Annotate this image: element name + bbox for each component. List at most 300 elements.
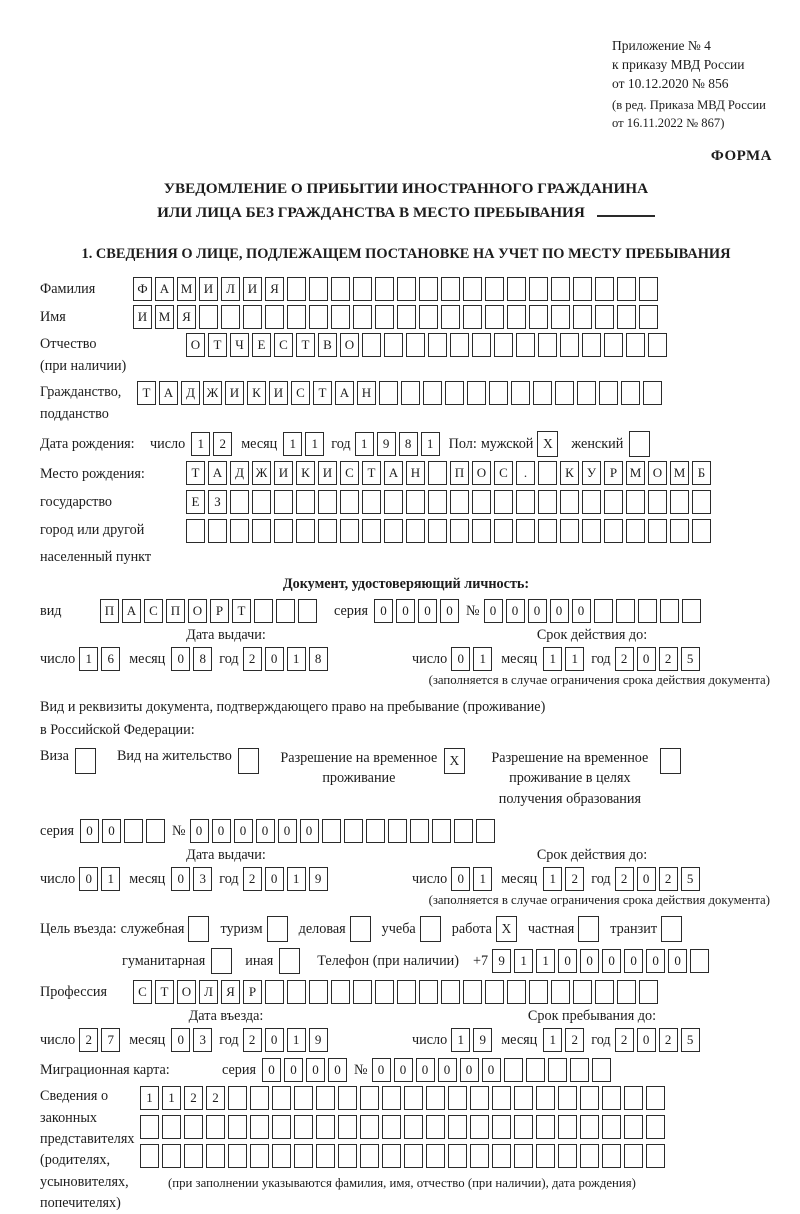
- char-box[interactable]: [670, 490, 689, 514]
- char-box[interactable]: 1: [536, 949, 555, 973]
- char-box[interactable]: [316, 1086, 335, 1110]
- char-box[interactable]: Т: [155, 980, 174, 1004]
- char-box[interactable]: Ф: [133, 277, 152, 301]
- char-box[interactable]: [580, 1115, 599, 1139]
- char-box[interactable]: 2: [184, 1086, 203, 1110]
- char-box[interactable]: И: [318, 461, 337, 485]
- char-box[interactable]: 8: [193, 647, 212, 671]
- char-box[interactable]: Я: [221, 980, 240, 1004]
- char-box[interactable]: Т: [296, 333, 315, 357]
- char-box[interactable]: 0: [451, 867, 470, 891]
- char-box[interactable]: X: [496, 916, 517, 942]
- char-box[interactable]: 0: [278, 819, 297, 843]
- char-box[interactable]: [184, 1115, 203, 1139]
- char-box[interactable]: [538, 490, 557, 514]
- stay-day[interactable]: [451, 1028, 495, 1052]
- char-box[interactable]: [384, 333, 403, 357]
- char-box[interactable]: [582, 333, 601, 357]
- char-box[interactable]: И: [243, 277, 262, 301]
- char-box[interactable]: Я: [265, 277, 284, 301]
- char-box[interactable]: [536, 1086, 555, 1110]
- char-box[interactable]: М: [177, 277, 196, 301]
- char-box[interactable]: 1: [543, 1028, 562, 1052]
- char-box[interactable]: 0: [265, 867, 284, 891]
- entry-month[interactable]: [171, 1028, 215, 1052]
- char-box[interactable]: [538, 333, 557, 357]
- char-box[interactable]: [639, 980, 658, 1004]
- char-box[interactable]: Т: [137, 381, 156, 405]
- char-box[interactable]: [238, 748, 259, 774]
- char-box[interactable]: [272, 1115, 291, 1139]
- char-box[interactable]: [595, 277, 614, 301]
- char-box[interactable]: 1: [79, 647, 98, 671]
- char-box[interactable]: 1: [473, 867, 492, 891]
- char-box[interactable]: [298, 599, 317, 623]
- char-box[interactable]: [420, 916, 441, 942]
- char-box[interactable]: К: [296, 461, 315, 485]
- char-box[interactable]: [646, 1115, 665, 1139]
- char-box[interactable]: [448, 1086, 467, 1110]
- residence-valid-year[interactable]: [615, 867, 703, 891]
- char-box[interactable]: [582, 519, 601, 543]
- char-box[interactable]: 0: [528, 599, 547, 623]
- char-box[interactable]: [250, 1086, 269, 1110]
- char-box[interactable]: 2: [243, 647, 262, 671]
- birth-place-row2-cells[interactable]: [186, 490, 714, 514]
- char-box[interactable]: 0: [637, 1028, 656, 1052]
- purpose-work-checkbox[interactable]: [496, 916, 520, 942]
- stay-month[interactable]: [543, 1028, 587, 1052]
- char-box[interactable]: Л: [221, 277, 240, 301]
- char-box[interactable]: [228, 1115, 247, 1139]
- char-box[interactable]: [538, 461, 557, 485]
- temp-residence-edu-checkbox[interactable]: [660, 748, 684, 774]
- char-box[interactable]: [485, 980, 504, 1004]
- char-box[interactable]: [199, 305, 218, 329]
- char-box[interactable]: [485, 277, 504, 301]
- char-box[interactable]: 0: [284, 1058, 303, 1082]
- char-box[interactable]: [267, 916, 288, 942]
- residence-issue-month[interactable]: [171, 867, 215, 891]
- char-box[interactable]: [287, 305, 306, 329]
- char-box[interactable]: 2: [565, 1028, 584, 1052]
- char-box[interactable]: [360, 1144, 379, 1168]
- char-box[interactable]: 0: [572, 599, 591, 623]
- char-box[interactable]: 9: [309, 1028, 328, 1052]
- char-box[interactable]: [423, 381, 442, 405]
- identity-valid-month[interactable]: [543, 647, 587, 671]
- phone-cells[interactable]: [492, 949, 712, 973]
- char-box[interactable]: [318, 490, 337, 514]
- char-box[interactable]: Н: [406, 461, 425, 485]
- char-box[interactable]: 1: [543, 647, 562, 671]
- stay-year[interactable]: [615, 1028, 703, 1052]
- char-box[interactable]: [388, 819, 407, 843]
- char-box[interactable]: О: [186, 333, 205, 357]
- char-box[interactable]: [485, 305, 504, 329]
- char-box[interactable]: [448, 1144, 467, 1168]
- char-box[interactable]: [555, 381, 574, 405]
- char-box[interactable]: [276, 599, 295, 623]
- sex-female-checkbox[interactable]: [629, 431, 653, 457]
- char-box[interactable]: [692, 519, 711, 543]
- char-box[interactable]: [551, 980, 570, 1004]
- char-box[interactable]: 2: [615, 867, 634, 891]
- char-box[interactable]: [401, 381, 420, 405]
- char-box[interactable]: [404, 1144, 423, 1168]
- char-box[interactable]: [294, 1115, 313, 1139]
- char-box[interactable]: 2: [615, 1028, 634, 1052]
- char-box[interactable]: [472, 519, 491, 543]
- char-box[interactable]: 1: [543, 867, 562, 891]
- birth-year-cells[interactable]: [355, 432, 443, 456]
- char-box[interactable]: [624, 1086, 643, 1110]
- char-box[interactable]: 0: [372, 1058, 391, 1082]
- char-box[interactable]: 1: [514, 949, 533, 973]
- char-box[interactable]: [592, 1058, 611, 1082]
- char-box[interactable]: [516, 490, 535, 514]
- char-box[interactable]: [463, 980, 482, 1004]
- char-box[interactable]: 3: [193, 867, 212, 891]
- char-box[interactable]: В: [318, 333, 337, 357]
- char-box[interactable]: [272, 1144, 291, 1168]
- char-box[interactable]: [604, 333, 623, 357]
- char-box[interactable]: [467, 381, 486, 405]
- char-box[interactable]: 0: [265, 1028, 284, 1052]
- char-box[interactable]: 1: [565, 647, 584, 671]
- char-box[interactable]: И: [269, 381, 288, 405]
- char-box[interactable]: [441, 277, 460, 301]
- birth-day-cells[interactable]: [191, 432, 235, 456]
- char-box[interactable]: [406, 490, 425, 514]
- char-box[interactable]: 1: [287, 1028, 306, 1052]
- char-box[interactable]: 0: [234, 819, 253, 843]
- char-box[interactable]: [294, 1144, 313, 1168]
- char-box[interactable]: [404, 1086, 423, 1110]
- char-box[interactable]: [274, 490, 293, 514]
- residence-permit-checkbox[interactable]: [238, 748, 262, 774]
- identity-issue-day[interactable]: [79, 647, 123, 671]
- char-box[interactable]: 0: [438, 1058, 457, 1082]
- char-box[interactable]: [470, 1144, 489, 1168]
- purpose-humanitarian-checkbox[interactable]: [211, 948, 235, 974]
- char-box[interactable]: [228, 1144, 247, 1168]
- char-box[interactable]: [551, 305, 570, 329]
- char-box[interactable]: 0: [171, 647, 190, 671]
- char-box[interactable]: [560, 333, 579, 357]
- char-box[interactable]: [309, 305, 328, 329]
- char-box[interactable]: [492, 1115, 511, 1139]
- doc-kind-cells[interactable]: [100, 599, 320, 623]
- char-box[interactable]: [331, 305, 350, 329]
- char-box[interactable]: [648, 333, 667, 357]
- char-box[interactable]: [494, 519, 513, 543]
- char-box[interactable]: Л: [199, 980, 218, 1004]
- char-box[interactable]: 0: [624, 949, 643, 973]
- char-box[interactable]: 0: [300, 819, 319, 843]
- char-box[interactable]: [228, 1086, 247, 1110]
- char-box[interactable]: [463, 305, 482, 329]
- char-box[interactable]: С: [340, 461, 359, 485]
- char-box[interactable]: [536, 1115, 555, 1139]
- char-box[interactable]: [516, 333, 535, 357]
- patronymic-cells[interactable]: [186, 333, 670, 357]
- char-box[interactable]: 9: [377, 432, 396, 456]
- char-box[interactable]: [643, 381, 662, 405]
- char-box[interactable]: Н: [357, 381, 376, 405]
- char-box[interactable]: [344, 819, 363, 843]
- char-box[interactable]: [410, 819, 429, 843]
- char-box[interactable]: [124, 819, 143, 843]
- char-box[interactable]: [360, 1115, 379, 1139]
- char-box[interactable]: 0: [374, 599, 393, 623]
- char-box[interactable]: 1: [355, 432, 374, 456]
- char-box[interactable]: [353, 305, 372, 329]
- char-box[interactable]: 1: [287, 867, 306, 891]
- char-box[interactable]: [646, 1144, 665, 1168]
- char-box[interactable]: О: [340, 333, 359, 357]
- char-box[interactable]: [514, 1086, 533, 1110]
- profession-cells[interactable]: [133, 980, 661, 1004]
- char-box[interactable]: 0: [558, 949, 577, 973]
- char-box[interactable]: С: [274, 333, 293, 357]
- char-box[interactable]: [670, 519, 689, 543]
- char-box[interactable]: [375, 980, 394, 1004]
- char-box[interactable]: [450, 519, 469, 543]
- char-box[interactable]: [331, 980, 350, 1004]
- char-box[interactable]: [507, 980, 526, 1004]
- char-box[interactable]: [580, 1144, 599, 1168]
- char-box[interactable]: 0: [440, 599, 459, 623]
- char-box[interactable]: [511, 381, 530, 405]
- char-box[interactable]: [382, 1144, 401, 1168]
- char-box[interactable]: [573, 305, 592, 329]
- representatives-row3-cells[interactable]: [140, 1144, 668, 1168]
- char-box[interactable]: [254, 599, 273, 623]
- char-box[interactable]: 1: [473, 647, 492, 671]
- char-box[interactable]: 5: [681, 867, 700, 891]
- char-box[interactable]: [507, 277, 526, 301]
- char-box[interactable]: [661, 916, 682, 942]
- char-box[interactable]: 1: [140, 1086, 159, 1110]
- char-box[interactable]: И: [199, 277, 218, 301]
- char-box[interactable]: [419, 305, 438, 329]
- char-box[interactable]: М: [626, 461, 645, 485]
- char-box[interactable]: [580, 1086, 599, 1110]
- char-box[interactable]: [338, 1144, 357, 1168]
- purpose-official-checkbox[interactable]: [188, 916, 212, 942]
- char-box[interactable]: [426, 1115, 445, 1139]
- char-box[interactable]: А: [384, 461, 403, 485]
- char-box[interactable]: 0: [637, 647, 656, 671]
- char-box[interactable]: П: [166, 599, 185, 623]
- char-box[interactable]: [638, 599, 657, 623]
- char-box[interactable]: 0: [482, 1058, 501, 1082]
- char-box[interactable]: [140, 1115, 159, 1139]
- char-box[interactable]: У: [582, 461, 601, 485]
- entry-day[interactable]: [79, 1028, 123, 1052]
- char-box[interactable]: [690, 949, 709, 973]
- char-box[interactable]: [441, 980, 460, 1004]
- char-box[interactable]: [595, 305, 614, 329]
- char-box[interactable]: [146, 819, 165, 843]
- purpose-business-checkbox[interactable]: [350, 916, 374, 942]
- char-box[interactable]: Д: [230, 461, 249, 485]
- char-box[interactable]: [604, 490, 623, 514]
- char-box[interactable]: [340, 519, 359, 543]
- char-box[interactable]: [188, 916, 209, 942]
- char-box[interactable]: [296, 490, 315, 514]
- char-box[interactable]: О: [472, 461, 491, 485]
- char-box[interactable]: З: [208, 490, 227, 514]
- char-box[interactable]: [404, 1115, 423, 1139]
- doc-number-cells[interactable]: [484, 599, 704, 623]
- char-box[interactable]: 1: [421, 432, 440, 456]
- char-box[interactable]: А: [208, 461, 227, 485]
- char-box[interactable]: [617, 277, 636, 301]
- char-box[interactable]: 2: [79, 1028, 98, 1052]
- char-box[interactable]: [445, 381, 464, 405]
- char-box[interactable]: [472, 490, 491, 514]
- char-box[interactable]: 1: [305, 432, 324, 456]
- char-box[interactable]: А: [335, 381, 354, 405]
- char-box[interactable]: [75, 748, 96, 774]
- char-box[interactable]: [230, 490, 249, 514]
- char-box[interactable]: [626, 490, 645, 514]
- char-box[interactable]: 0: [171, 867, 190, 891]
- char-box[interactable]: [617, 980, 636, 1004]
- residence-number-cells[interactable]: [190, 819, 498, 843]
- char-box[interactable]: [551, 277, 570, 301]
- char-box[interactable]: [450, 490, 469, 514]
- char-box[interactable]: [272, 1086, 291, 1110]
- purpose-tourism-checkbox[interactable]: [267, 916, 291, 942]
- char-box[interactable]: С: [494, 461, 513, 485]
- char-box[interactable]: [309, 980, 328, 1004]
- migration-number-cells[interactable]: [372, 1058, 614, 1082]
- char-box[interactable]: [648, 490, 667, 514]
- purpose-other-checkbox[interactable]: [279, 948, 303, 974]
- char-box[interactable]: [353, 980, 372, 1004]
- char-box[interactable]: 0: [256, 819, 275, 843]
- char-box[interactable]: [682, 599, 701, 623]
- temp-residence-checkbox[interactable]: [444, 748, 468, 774]
- char-box[interactable]: [287, 980, 306, 1004]
- char-box[interactable]: [441, 305, 460, 329]
- char-box[interactable]: [616, 599, 635, 623]
- char-box[interactable]: Ч: [230, 333, 249, 357]
- char-box[interactable]: [230, 519, 249, 543]
- residence-valid-month[interactable]: [543, 867, 587, 891]
- char-box[interactable]: [454, 819, 473, 843]
- char-box[interactable]: А: [159, 381, 178, 405]
- char-box[interactable]: [472, 333, 491, 357]
- char-box[interactable]: 2: [213, 432, 232, 456]
- char-box[interactable]: [573, 277, 592, 301]
- char-box[interactable]: [529, 980, 548, 1004]
- char-box[interactable]: [309, 277, 328, 301]
- char-box[interactable]: [419, 980, 438, 1004]
- char-box[interactable]: [208, 519, 227, 543]
- char-box[interactable]: [560, 519, 579, 543]
- char-box[interactable]: 3: [193, 1028, 212, 1052]
- char-box[interactable]: [529, 277, 548, 301]
- char-box[interactable]: [470, 1115, 489, 1139]
- residence-issue-day[interactable]: [79, 867, 123, 891]
- char-box[interactable]: [602, 1115, 621, 1139]
- char-box[interactable]: М: [670, 461, 689, 485]
- char-box[interactable]: 1: [191, 432, 210, 456]
- char-box[interactable]: М: [155, 305, 174, 329]
- char-box[interactable]: [353, 277, 372, 301]
- char-box[interactable]: [250, 1144, 269, 1168]
- birth-place-row1-cells[interactable]: [186, 461, 714, 485]
- char-box[interactable]: 0: [394, 1058, 413, 1082]
- char-box[interactable]: 5: [681, 1028, 700, 1052]
- char-box[interactable]: [504, 1058, 523, 1082]
- char-box[interactable]: Р: [243, 980, 262, 1004]
- char-box[interactable]: [428, 490, 447, 514]
- char-box[interactable]: 2: [243, 1028, 262, 1052]
- char-box[interactable]: 0: [506, 599, 525, 623]
- char-box[interactable]: [316, 1115, 335, 1139]
- char-box[interactable]: [582, 490, 601, 514]
- char-box[interactable]: С: [291, 381, 310, 405]
- char-box[interactable]: [162, 1115, 181, 1139]
- char-box[interactable]: [660, 599, 679, 623]
- char-box[interactable]: 8: [309, 647, 328, 671]
- char-box[interactable]: [375, 305, 394, 329]
- char-box[interactable]: [426, 1086, 445, 1110]
- char-box[interactable]: 2: [206, 1086, 225, 1110]
- char-box[interactable]: 0: [646, 949, 665, 973]
- surname-cells[interactable]: [133, 277, 661, 301]
- char-box[interactable]: [529, 305, 548, 329]
- representatives-row2-cells[interactable]: [140, 1115, 668, 1139]
- char-box[interactable]: [428, 461, 447, 485]
- char-box[interactable]: [573, 980, 592, 1004]
- identity-valid-year[interactable]: [615, 647, 703, 671]
- char-box[interactable]: [617, 305, 636, 329]
- char-box[interactable]: Б: [692, 461, 711, 485]
- char-box[interactable]: 0: [262, 1058, 281, 1082]
- char-box[interactable]: К: [247, 381, 266, 405]
- char-box[interactable]: [507, 305, 526, 329]
- char-box[interactable]: [318, 519, 337, 543]
- char-box[interactable]: 0: [668, 949, 687, 973]
- char-box[interactable]: X: [444, 748, 465, 774]
- char-box[interactable]: [639, 277, 658, 301]
- char-box[interactable]: [184, 1144, 203, 1168]
- char-box[interactable]: [250, 1115, 269, 1139]
- char-box[interactable]: [492, 1144, 511, 1168]
- char-box[interactable]: [265, 305, 284, 329]
- char-box[interactable]: О: [188, 599, 207, 623]
- char-box[interactable]: [624, 1115, 643, 1139]
- char-box[interactable]: [406, 519, 425, 543]
- char-box[interactable]: 1: [287, 647, 306, 671]
- char-box[interactable]: [287, 277, 306, 301]
- char-box[interactable]: Т: [362, 461, 381, 485]
- purpose-transit-checkbox[interactable]: [661, 916, 685, 942]
- char-box[interactable]: [296, 519, 315, 543]
- char-box[interactable]: [692, 490, 711, 514]
- residence-issue-year[interactable]: [243, 867, 331, 891]
- char-box[interactable]: 6: [101, 647, 120, 671]
- citizenship-cells[interactable]: [137, 381, 665, 405]
- char-box[interactable]: 0: [102, 819, 121, 843]
- char-box[interactable]: 5: [681, 647, 700, 671]
